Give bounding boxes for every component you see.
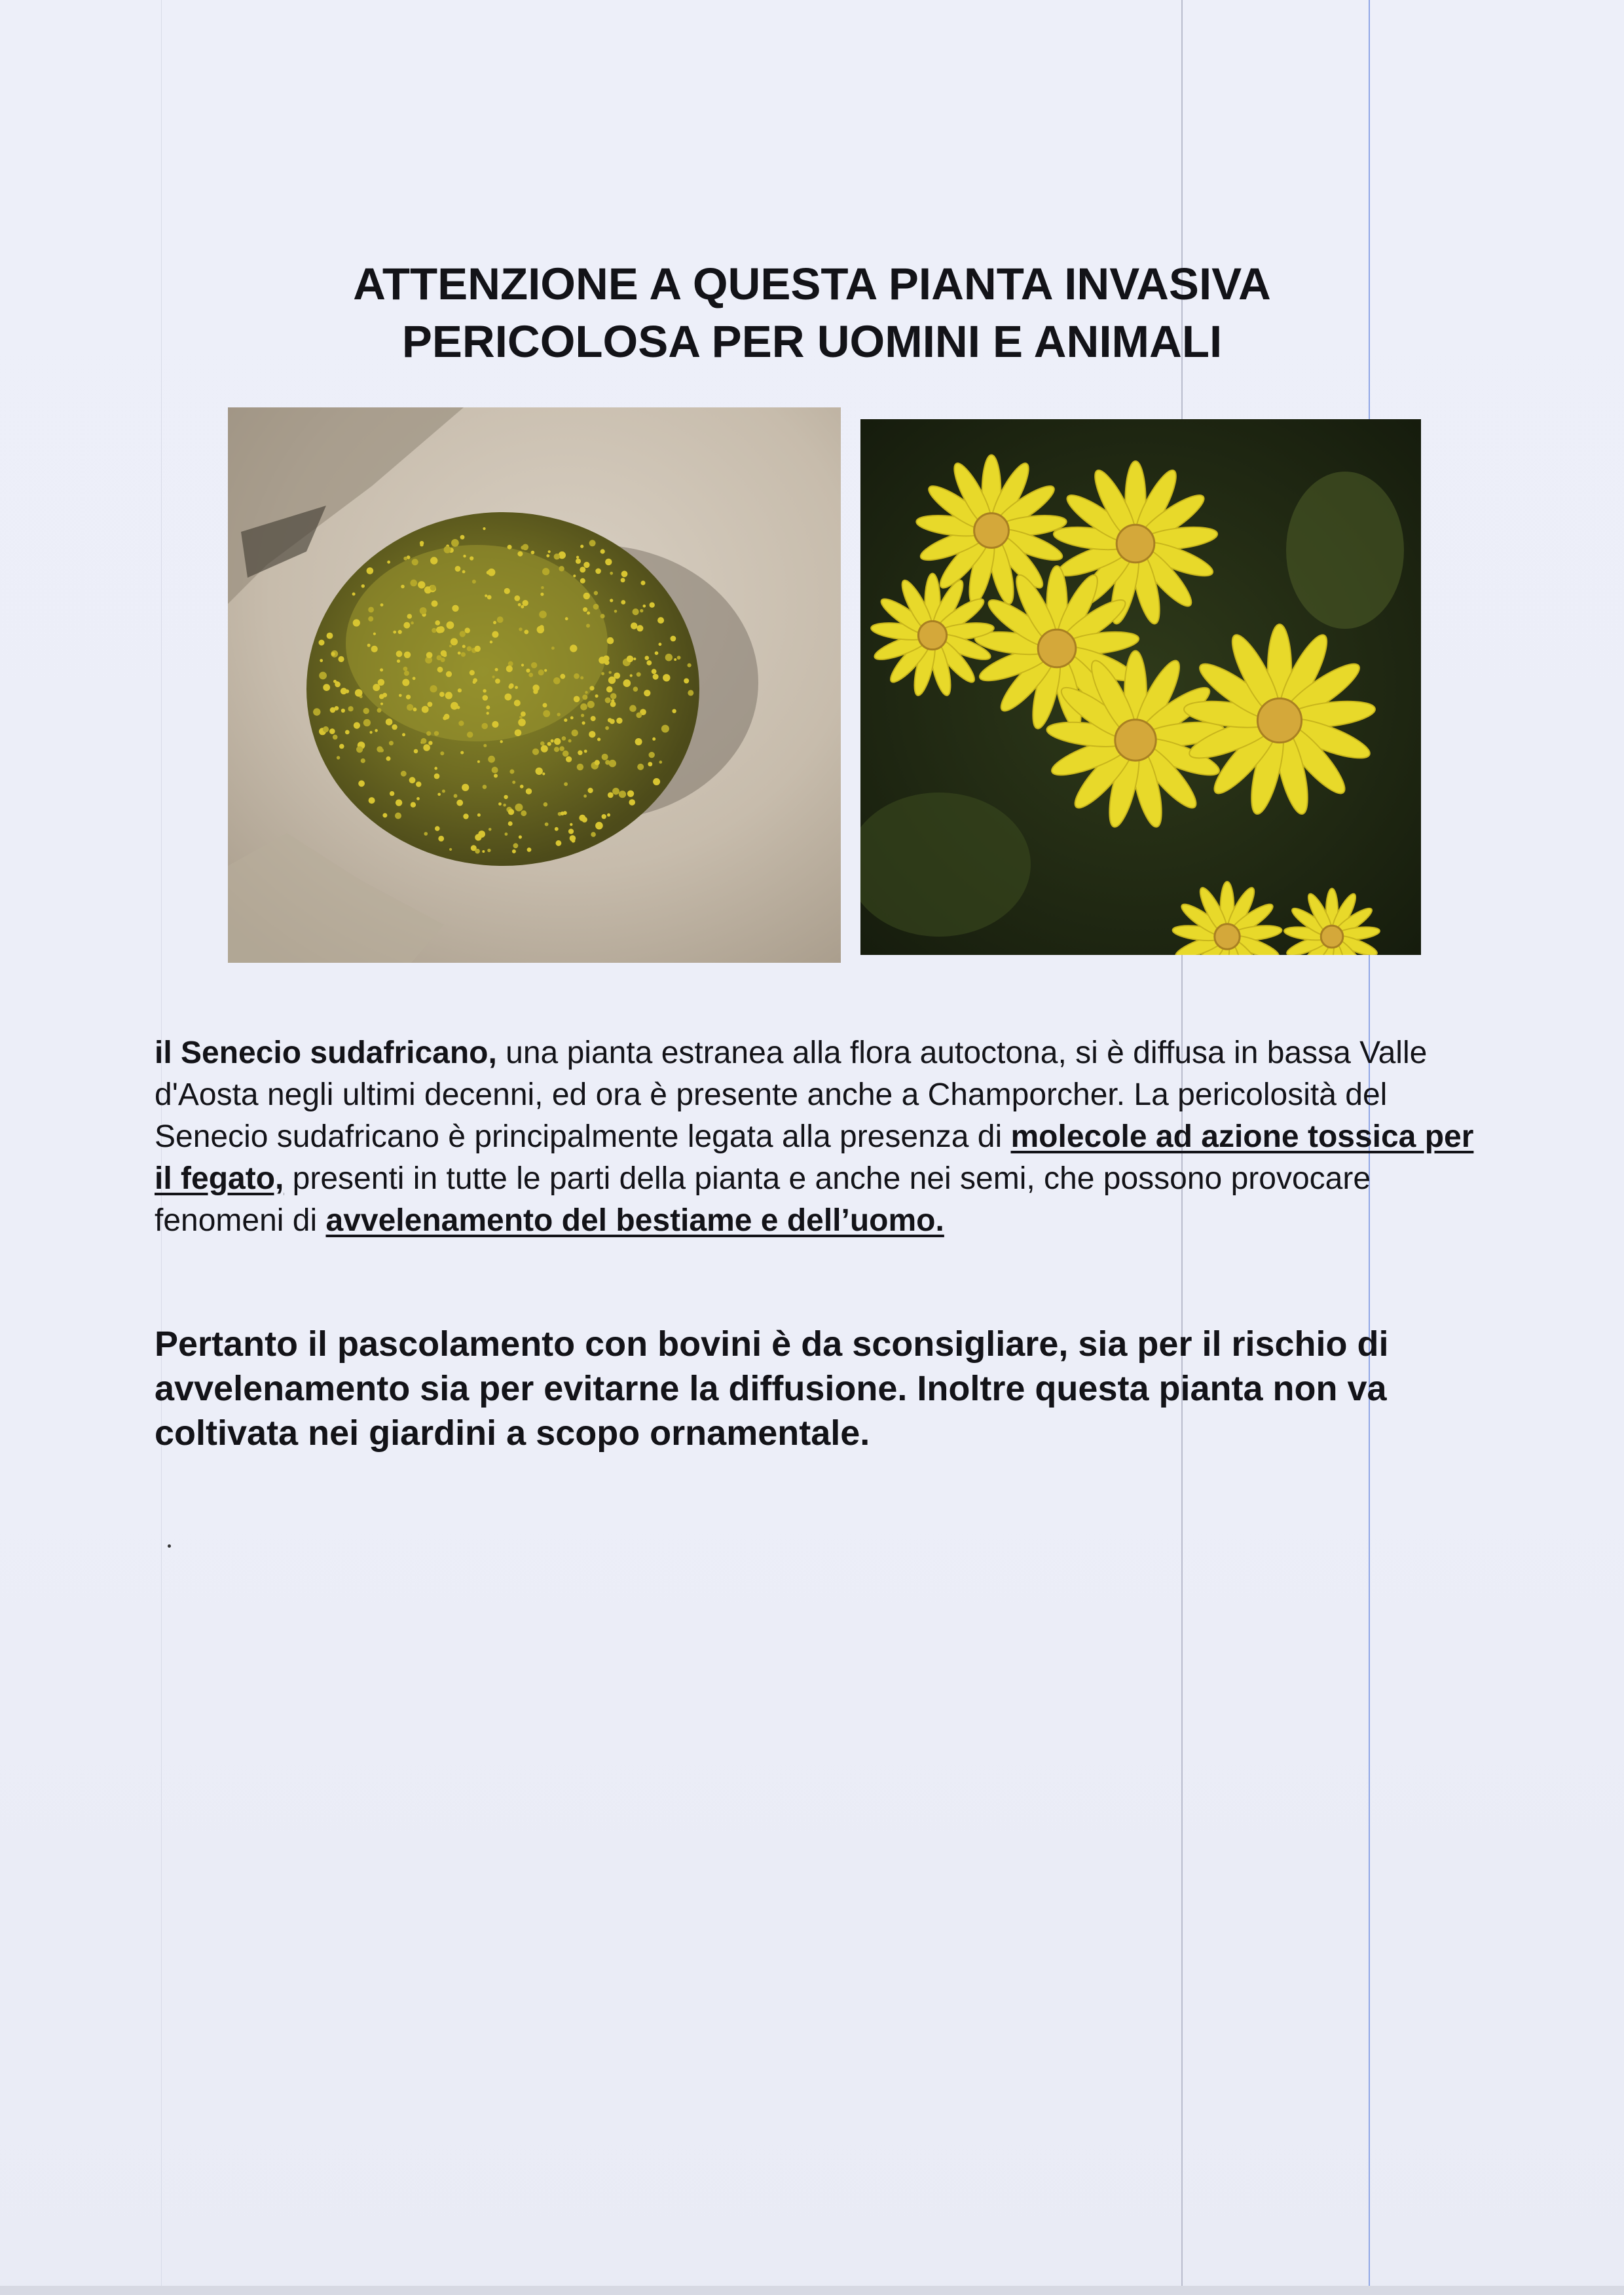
title-line-1: ATTENZIONE A QUESTA PIANTA INVASIVA xyxy=(353,259,1271,309)
species-name: il Senecio sudafricano, xyxy=(155,1036,497,1070)
photo-yellow-flowers xyxy=(860,419,1421,955)
description-paragraph xyxy=(155,1032,1484,1242)
paragraph-text: una pianta estranea alla flora autoctona, si è diffusa in bassa Valle d'Aosta negli ultimi decenni, ed ora è presente anche a Champorcher. La pericolosità del Senecio sudafricano è principalmente legata alla presenza di xyxy=(155,1036,1428,1154)
toxicity-emphasis: molecole ad azione tossica per il fegato, xyxy=(155,1119,1474,1196)
poisoning-emphasis: avvelenamento del bestiame e dell’uomo. xyxy=(325,1203,944,1238)
page-title xyxy=(196,255,1428,371)
paragraph-text: presenti in tutte le parti della pianta e anche nei semi, che possono provocare fenomeni di xyxy=(155,1161,1371,1238)
photo-shrub-on-sand xyxy=(228,407,841,963)
title-line-2: PERICOLOSA PER UOMINI E ANIMALI xyxy=(401,316,1223,367)
scan-bottom-edge xyxy=(0,2286,1624,2295)
scan-speck xyxy=(168,1544,171,1548)
recommendation-paragraph: Pertanto il pascolamento con bovini è da sconsigliare, sia per il rischio di avvelenamento sia per evitarne la diffusione. Inoltre questa pianta non va coltivata nei giardini a scopo ornamentale. xyxy=(155,1324,1389,1453)
